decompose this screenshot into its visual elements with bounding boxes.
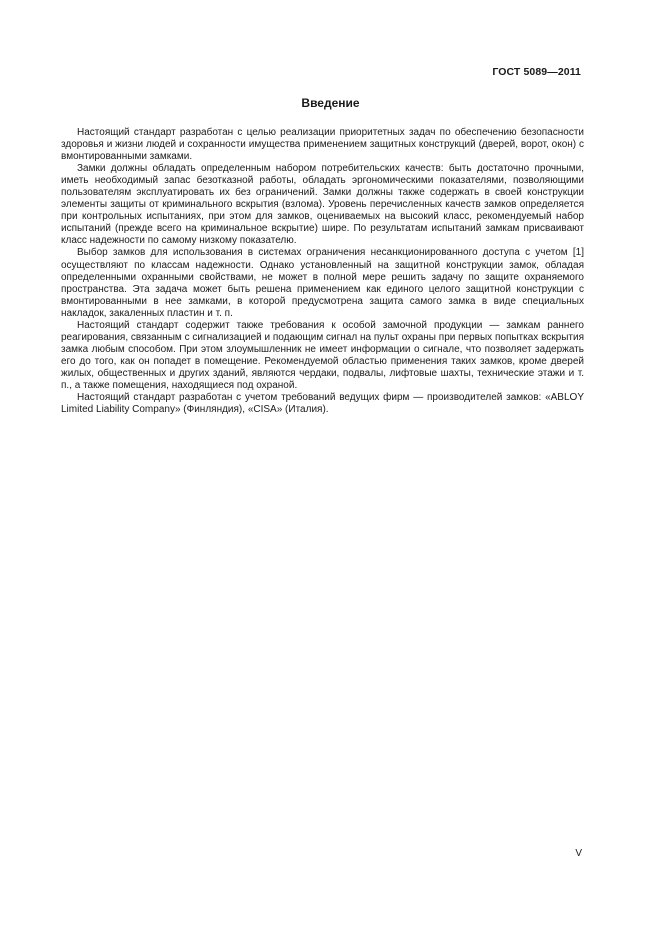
paragraph: Настоящий стандарт разработан с целью реализации приоритетных задач по обеспечению безопасности здоровья и жизни людей и сохранности имущества применением защитных конструкций (дверей, ворот, окон) с вмонтированными замками.: [61, 127, 584, 163]
paragraph: Настоящий стандарт разработан с учетом требований ведущих фирм — производителей замков: «ABLOY Limited Liability Company» (Финляндия), «CISA» (Италия).: [61, 392, 584, 416]
section-title: Введение: [301, 96, 360, 110]
page-number: V: [575, 848, 582, 859]
paragraph: Выбор замков для использования в системах ограничения несанкционированного доступа с учетом [1] осуществляют по классам надежности. Однако установленный на защитной конструкции замок, обладая определенными охранными свойствами, не может в полной мере решить задачу по защите охраняемого пространства. Эта задача может быть решена применением как единого целого защитной конструкции с вмонтированными в нее замками, в которой предусмотрена защита самого замка в виде специальных накладок, закаленных пластин и т. п.: [61, 247, 584, 319]
paragraph: Настоящий стандарт содержит также требования к особой замочной продукции — замкам раннего реагирования, связанным с сигнализацией и подающим сигнал на пульт охраны при первых попытках вскрытия замка любым способом. При этом злоумышленник не имеет информации о сигнале, что позволяет задержать его до того, как он попадет в помещение. Рекомендуемой областью применения таких замков, кроме дверей жилых, общественных и других зданий, являются чердаки, подвалы, лифтовые шахты, технические этажи и т. п., а также помещения, находящиеся под охраной.: [61, 319, 584, 391]
paragraph: Замки должны обладать определенным набором потребительских качеств: быть достаточно прочными, иметь необходимый запас безотказной работы, обладать эргономическими показателями, позволяющими пользователям эксплуатировать их без ограничений. Замки должны также содержать в своей конструкции элементы защиты от криминального вскрытия (взлома). Уровень перечисленных качеств замков определяется при контрольных испытаниях, при этом для замков, оцениваемых на высокий класс, рекомендуемый набор испытаний (прежде всего на криминальное вскрытие) шире. По результатам испытаний замкам присваивают класс надежности по самому низкому показателю.: [61, 163, 584, 247]
introduction-body: [61, 127, 584, 416]
standard-code: ГОСТ 5089—2011: [492, 66, 581, 78]
